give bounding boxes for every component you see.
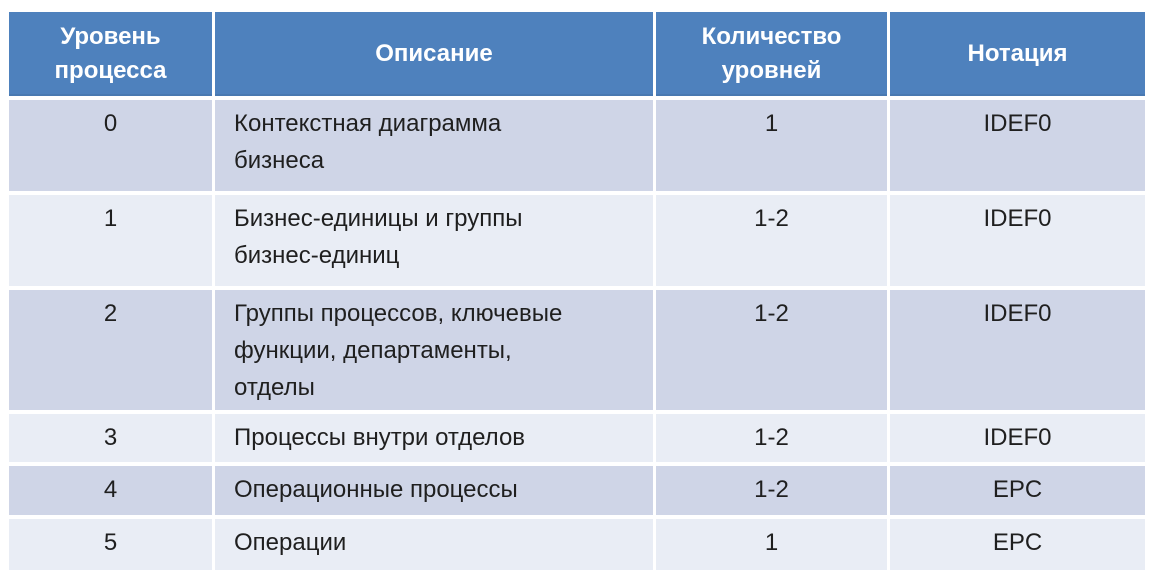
table-row <box>9 466 1145 515</box>
table-row <box>9 195 1145 286</box>
table-row <box>9 519 1145 570</box>
cell-process-level: 1 <box>9 195 212 286</box>
description-text: Контекстная диаграмма бизнеса <box>234 110 502 174</box>
cell-process-level: 5 <box>9 519 212 570</box>
cell-levels-count: 1-2 <box>656 290 887 410</box>
description-text: Процессы внутри отделов <box>234 424 526 451</box>
process-levels-table <box>6 8 1148 574</box>
cell-description <box>215 100 653 191</box>
cell-notation: IDEF0 <box>890 195 1145 286</box>
cell-process-level: 2 <box>9 290 212 410</box>
cell-levels-count: 1-2 <box>656 466 887 515</box>
cell-description <box>215 290 653 410</box>
cell-notation: EPC <box>890 466 1145 515</box>
cell-levels-count: 1 <box>656 100 887 191</box>
header-process-level: Уровень процесса <box>9 12 212 96</box>
cell-levels-count: 1 <box>656 519 887 570</box>
cell-notation: IDEF0 <box>890 414 1145 462</box>
cell-notation: IDEF0 <box>890 100 1145 191</box>
description-text: Группы процессов, ключевые функции, департаменты, отделы <box>234 300 563 401</box>
cell-notation: IDEF0 <box>890 290 1145 410</box>
header-notation: Нотация <box>890 12 1145 96</box>
table-row <box>9 290 1145 410</box>
description-text: Операционные процессы <box>234 476 518 503</box>
cell-levels-count: 1-2 <box>656 414 887 462</box>
cell-levels-count: 1-2 <box>656 195 887 286</box>
description-text: Бизнес-единицы и группы бизнес-единиц <box>234 205 523 269</box>
cell-process-level: 4 <box>9 466 212 515</box>
header-description: Описание <box>215 12 653 96</box>
cell-notation: EPC <box>890 519 1145 570</box>
cell-description <box>215 466 653 515</box>
table-row <box>9 100 1145 191</box>
header-levels-count: Количество уровней <box>656 12 887 96</box>
cell-description <box>215 414 653 462</box>
cell-process-level: 3 <box>9 414 212 462</box>
cell-description <box>215 519 653 570</box>
cell-process-level: 0 <box>9 100 212 191</box>
table-row <box>9 414 1145 462</box>
header-row <box>9 12 1145 96</box>
cell-description <box>215 195 653 286</box>
description-text: Операции <box>234 529 347 556</box>
